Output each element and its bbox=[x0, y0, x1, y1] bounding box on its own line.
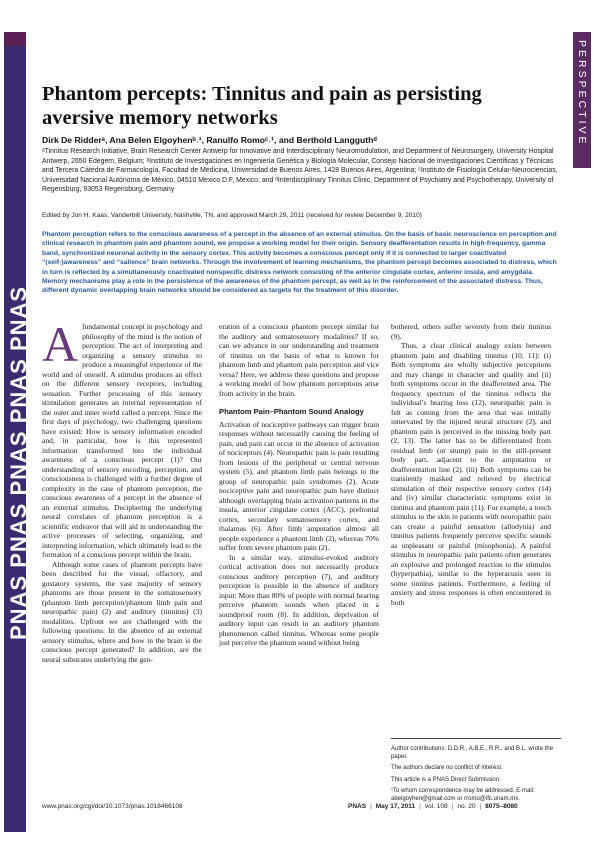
author-list: Dirk De Ridderᵃ, Ana Belen Elgoyhenᵇ˒¹, Ranulfo Romoᶜ˒¹, and Berthold Langguthᵈ bbox=[42, 135, 377, 145]
body-paragraph: In a similar way, stimulus-evoked auditory cortical activation does not necessarily produce conscious auditory perception (7), and auditory perception is possible in the absence of auditory input: More than 80% of people with normal hearing perceive phantom sounds when placed in a soundproof room (8). In addition, deprivation of auditory input can result in an auditory phantom phenomenon called tinnitus. Whereas some people just perceive the phantom sound without being bbox=[219, 552, 379, 647]
pnas-side-logo bbox=[6, 120, 31, 640]
section-heading: Phantom Pain–Phantom Sound Analogy bbox=[219, 407, 364, 416]
footer-date: May 17, 2011 bbox=[375, 803, 416, 810]
submission-note: This article is a PNAS Direct Submission. bbox=[391, 776, 501, 783]
correspondence-note: ¹To whom correspondence may be addressed. E-mail: abelgoyhen@gmail.com or rromo@ifc.unam.mx. bbox=[391, 787, 535, 803]
pnas-side-label: PNAS PNAS PNAS PNAS PNAS bbox=[6, 285, 31, 640]
footer-issue: no. 20 bbox=[457, 803, 476, 810]
body-paragraph: Thus, a clear clinical analogy exists between phantom pain and disabling tinnitus (10, 11): (i) Both symptoms are wholly subjective perceptions and may change in character and quality and (ii) both symptoms occur in the deafferented area. The frequency spectrum of the tinnitus reflects the individual’s hearing loss (12), neuropathic pain is felt as coming from the area that was initially innervated by the injured neural structure (2), and phantom pain is perceived in the missing body part (2, 13). The latter has to be differentiated from residual limb (or stump) pain in the still-present body part, adjacent to the amputation or deafferentation line (2). (iii) Both symptoms can be transiently masked and relieved by electrical stimulation of their respective sensory cortex (14) and (iv) similar characteristic symptoms exist in tinnitus and phantom pain (11). For example, a touch stimulus to the skin in patients with neuropathic pain can create a painful sensation (allodynia) and tinnitus patients frequently perceive specific sounds as unpleasant or painful (misophonia). A painful stimulus in neuropathic pain patients often generates an explosive and prolonged reaction to the stimulus (hyperpathia), similar to the hyperacusis seen in some tinnitus patients. Furthermore, a feeling of anxiety and stress responses is often encountered in both bbox=[391, 341, 551, 607]
citation-footer: PNAS | May 17, 2011 | vol. 108 | no. 20 | 8075–8080 bbox=[348, 803, 518, 810]
perspective-label: PERSPECTIVE bbox=[576, 40, 588, 147]
author-notes bbox=[391, 738, 561, 806]
perspective-tab bbox=[573, 32, 591, 168]
body-paragraph: eration of a conscious phantom percept similar for the auditory and somatosensory modalities? If so, can we advance in our understanding and treatment of tinnitus on the basis of what is known for phantom limb and phantom pain perception and vice versa? Here, we address these questions and propose a working model of how phantom perceptions arise from activity in the brain. bbox=[219, 322, 379, 398]
article-title: Phantom percepts: Tinnitus and pain as persisting aversive memory networks bbox=[42, 83, 482, 129]
conflict-statement: The authors declare no conflict of interest. bbox=[391, 765, 503, 772]
body-paragraph: Although some cases of phantom percepts have been described for the visual, olfactory, and gustatory systems, the vast majority of sensory phantoms are those present in the somatosensory (phantom limb perception/phantom limb pain and neuropathic pain) (2) and auditory (tinnitus) (3) modalities. Upfront we are challenged with the following questions: In the absence of an external sensory stimulus, where and how in the brain is the conscious percept generated? In addition, are the neural substrates underlying the gen- bbox=[42, 559, 202, 664]
body-paragraph bbox=[42, 316, 202, 560]
body-paragraph: Activation of nociceptive pathways can trigger brain responses without necessarily causing the feeling of pain, and pain can occur in the absence of activation of nociceptors (4). Neuropathic pain is pain resulting from lesions of the peripheral or central nervous system (5), and phantom limb pain belongs to the group of neuropathic pain syndromes (2). Acute nociceptive pain and neuropathic pain have distinct although overlapping brain activation patterns in the insula, anterior cingulate cortex (ACC), prefrontal cortex, secondary somatosensory cortex, and thalamus (6). After limb amputation almost all people experience a phantom limb (2), whereas 70% suffer from severe phantom pain (2). bbox=[219, 419, 379, 552]
doi-link[interactable]: www.pnas.org/cgi/doi/10.1073/pnas.1018466108 bbox=[42, 803, 183, 810]
affiliations: ᵃTinnitus Research Initiative, Brain Research Center Antwerp for Innovative and Interdisciplinary Neuromodulation, and Department of Neurosurgery, University Hospital Antwerp, 2650 Edegem, Belgium; ᵇInstituto de Investigaciones en Ingeniería Genética y Biología Molecular, Consejo Nacional de Investigaciones Científicas y Técnicas and Tercera Cátedra de Farmacología, Facultad de Medicina, Universidad de Buenos Aires, 1428 Buenos Aires, Argentina; ᶜInstituto de Fisiología Celular-Neurociencias, Universidad Nacional Autónoma de México, 04510 Mexico D.F, Mexico; and ᵈInterdisciplinary Tinnitus Clinic, Department of Psychiatry and Psychotherapy, University of Regensburg, 93053 Regensburg, Germany bbox=[42, 148, 558, 194]
edited-by-line: Edited by Jon H. Kaas, Vanderbilt University, Nashville, TN, and approved March 29, 2011 (received for review December 9, 2010) bbox=[42, 212, 422, 219]
footer-volume: vol. 108 bbox=[424, 803, 448, 810]
footer-pages: 8075–8080 bbox=[485, 803, 518, 810]
body-column-1 bbox=[42, 316, 202, 664]
body-column-3 bbox=[391, 322, 551, 607]
abstract: Phantom perception refers to the conscious awareness of a percept in the absence of an external stimulus. On the basis of basic neuroscience on perception and clinical research in phantom pain and phantom sound, we propose a working model for their origin. Sensory deafferentation results in high-frequency, gamma band, synchronized neuronal activity in the sensory cortex. This activity becomes a conscious percept only if it is connected to larger coactivated “(self-)awareness” and “salience” brain networks. Through the involvement of learning mechanisms, the phantom percept becomes associated to distress, which in turn is reflected by a simultaneously coactivated nonspecific distress network consisting of the anterior cingulate cortex, anterior insula, and amygdala. Memory mechanisms play a role in the persistence of the awareness of the phantom percept, as well as in the reinforcement of the associated distress. Thus, different dynamic overlapping brain networks should be considered as targets for the treatment of this disorder. bbox=[42, 231, 557, 295]
body-column-2 bbox=[219, 322, 379, 648]
author-contributions: Author contributions: D.D.R., A.B.E., R.R., and B.L. wrote the paper. bbox=[391, 746, 554, 761]
drop-cap: A bbox=[42, 316, 79, 372]
body-paragraph: bothered, others suffer severely from their tinnitus (9). bbox=[391, 322, 551, 341]
footer-journal: PNAS bbox=[348, 803, 367, 810]
body-text: fundamental concept in psychology and philosophy of the mind is the notion of perception: The act of interpreting and organizing a sensory stimulus to produce a meaningful experience of the world and of oneself. A stimulus produces an effect on the different sensory receptors, including sensation. Further processing of this sensory stimulation generates an internal representation of the outer and inner world called a percept. Since the first days of psychology, two challenging questions have existed: How is sensory information encoded and, in particular, how is this represented information transformed into the individual awareness of a conscious percept (1)? Our understanding of sensory encoding, perception, and consciousness is challenged with a further degree of complexity in the case of phantom perception, the conscious awareness of a percept in the absence of an external stimulus. Deciphering the underlying neural correlates of phantom perception is a scientific endeavor that will aid in understanding the active processes of selecting, organizing, and interpreting information, which ultimately lead to the formation of a conscious percept within the brain. bbox=[42, 322, 202, 559]
